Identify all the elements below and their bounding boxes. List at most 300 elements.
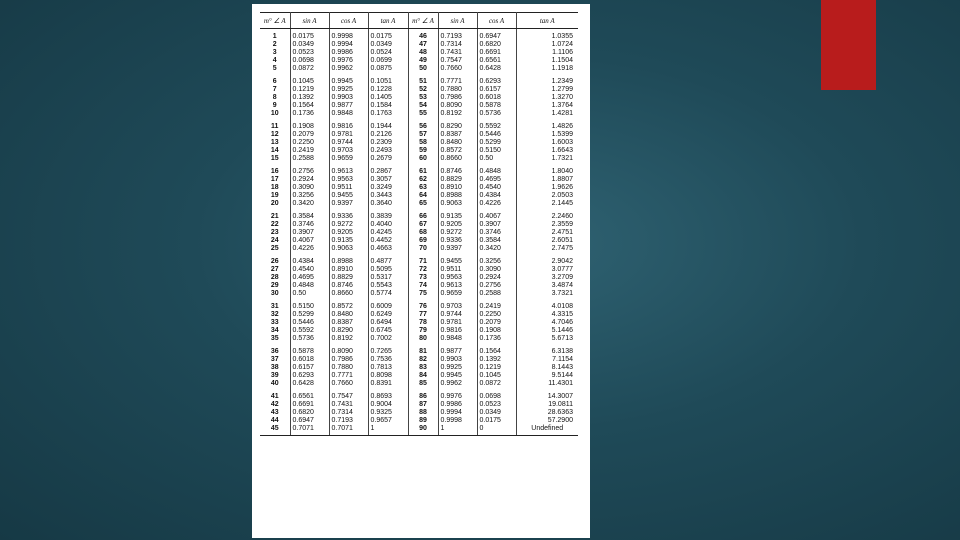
sin-cell: 0.9659 [438, 290, 477, 300]
cos-cell: 0.9205 [329, 229, 368, 237]
tan-cell: 1.7321 [551, 155, 573, 162]
table-row [260, 94, 578, 102]
table-row [260, 345, 578, 356]
angle-cell: 15 [260, 155, 290, 165]
cos-cell: 0.7771 [329, 372, 368, 380]
tan-cell: 4.7046 [551, 319, 573, 326]
tan-cell: 0.2679 [368, 155, 408, 165]
tan-cell: 0.7536 [368, 356, 408, 364]
table-block [260, 390, 578, 436]
angle-cell: 2 [260, 41, 290, 49]
cos-cell: 0.5592 [477, 120, 516, 131]
angle-cell: 86 [408, 390, 438, 401]
cos-cell: 0.6018 [477, 94, 516, 102]
table-row [260, 200, 578, 210]
angle-cell: 7 [260, 86, 290, 94]
table-row [260, 110, 578, 120]
cos-cell: 0.9272 [329, 221, 368, 229]
table-row [260, 86, 578, 94]
tan-cell: 1.3270 [551, 94, 573, 101]
angle-cell: 60 [408, 155, 438, 165]
sin-cell: 0.0523 [290, 49, 329, 57]
angle-cell: 71 [408, 255, 438, 266]
sin-cell: 0.9455 [438, 255, 477, 266]
angle-cell: 16 [260, 165, 290, 176]
sin-cell: 0.8910 [438, 184, 477, 192]
angle-cell: 45 [260, 425, 290, 436]
tan-cell: 5.1446 [551, 327, 573, 334]
sin-cell: 0.4695 [290, 274, 329, 282]
cos-cell: 0.7071 [329, 425, 368, 436]
sin-cell: 0.9205 [438, 221, 477, 229]
angle-cell: 51 [408, 75, 438, 86]
cos-cell: 0.9455 [329, 192, 368, 200]
tan-cell: 1.3764 [551, 102, 573, 109]
cos-cell: 0.8480 [329, 311, 368, 319]
tan-cell: 2.1445 [551, 200, 573, 207]
cos-cell: 0.2419 [477, 300, 516, 311]
tan-cell: 0.5774 [368, 290, 408, 300]
sin-cell: 0.4226 [290, 245, 329, 255]
table-row [260, 425, 578, 436]
table-row [260, 380, 578, 390]
cos-cell: 0.9336 [329, 210, 368, 221]
tan-cell: 0.3249 [368, 184, 408, 192]
sin-cell: 0.9976 [438, 390, 477, 401]
angle-cell: 8 [260, 94, 290, 102]
table-row [260, 255, 578, 266]
angle-cell: 84 [408, 372, 438, 380]
tan-cell: 1.8807 [551, 176, 573, 183]
sin-cell: 0.4067 [290, 237, 329, 245]
sin-cell: 0.9272 [438, 229, 477, 237]
sin-cell: 0.6947 [290, 417, 329, 425]
tan-cell: 1.9626 [551, 184, 573, 191]
tan-cell: 0.5095 [368, 266, 408, 274]
sin-cell: 0.6018 [290, 356, 329, 364]
angle-cell: 20 [260, 200, 290, 210]
tan-cell: 0.6249 [368, 311, 408, 319]
sin-cell: 0.8660 [438, 155, 477, 165]
tan-cell: 0.7265 [368, 345, 408, 356]
sin-cell: 0.8746 [438, 165, 477, 176]
tan-cell: 1.2799 [551, 86, 573, 93]
angle-cell: 63 [408, 184, 438, 192]
table-row [260, 147, 578, 155]
angle-cell: 56 [408, 120, 438, 131]
tan-cell: Undefined [516, 425, 578, 436]
tan-cell: 3.0777 [551, 266, 573, 273]
tan-cell: 9.5144 [551, 372, 573, 379]
header-sin: sin A [290, 13, 329, 29]
angle-cell: 74 [408, 282, 438, 290]
angle-cell: 64 [408, 192, 438, 200]
cos-cell: 0.9063 [329, 245, 368, 255]
cos-cell: 0.9816 [329, 120, 368, 131]
tan-cell: 0.3057 [368, 176, 408, 184]
sin-cell: 0.0872 [290, 65, 329, 75]
sin-cell: 0.8387 [438, 131, 477, 139]
angle-cell: 89 [408, 417, 438, 425]
angle-cell: 75 [408, 290, 438, 300]
sin-cell: 0.1564 [290, 102, 329, 110]
angle-cell: 69 [408, 237, 438, 245]
tan-cell: 3.7321 [551, 290, 573, 297]
tan-cell: 0.3839 [368, 210, 408, 221]
angle-cell: 83 [408, 364, 438, 372]
cos-cell: 0.1736 [477, 335, 516, 345]
angle-cell: 38 [260, 364, 290, 372]
tan-cell: 0.8098 [368, 372, 408, 380]
cos-cell: 0.0698 [477, 390, 516, 401]
angle-cell: 87 [408, 401, 438, 409]
tan-cell: 0.8391 [368, 380, 408, 390]
sin-cell: 0.1908 [290, 120, 329, 131]
tan-cell: 1.1504 [551, 57, 573, 64]
cos-cell: 0.9613 [329, 165, 368, 176]
cos-cell: 0.9998 [329, 29, 368, 42]
tan-cell: 1 [368, 425, 408, 436]
sin-cell: 0.9063 [438, 200, 477, 210]
angle-cell: 79 [408, 327, 438, 335]
cos-cell: 0.9659 [329, 155, 368, 165]
angle-cell: 85 [408, 380, 438, 390]
tan-cell: 0.1584 [368, 102, 408, 110]
cos-cell: 0.4067 [477, 210, 516, 221]
tan-cell: 0.1944 [368, 120, 408, 131]
tan-cell: 19.0811 [548, 401, 573, 408]
cos-cell: 0.3090 [477, 266, 516, 274]
tan-cell: 1.8040 [551, 168, 573, 175]
tan-cell: 0.0524 [368, 49, 408, 57]
tan-cell: 1.0724 [551, 41, 573, 48]
cos-cell: 0.0175 [477, 417, 516, 425]
cos-cell: 0.2588 [477, 290, 516, 300]
angle-cell: 12 [260, 131, 290, 139]
cos-cell: 0.9848 [329, 110, 368, 120]
tan-cell: 0.2126 [368, 131, 408, 139]
sin-cell: 0.4540 [290, 266, 329, 274]
cos-cell: 0.5736 [477, 110, 516, 120]
cos-cell: 0.7660 [329, 380, 368, 390]
tan-cell: 0.4877 [368, 255, 408, 266]
cos-cell: 0.0872 [477, 380, 516, 390]
sin-cell: 0.9925 [438, 364, 477, 372]
angle-cell: 29 [260, 282, 290, 290]
sin-cell: 0.9994 [438, 409, 477, 417]
angle-cell: 4 [260, 57, 290, 65]
tan-cell: 0.2867 [368, 165, 408, 176]
cos-cell: 0.5878 [477, 102, 516, 110]
angle-cell: 21 [260, 210, 290, 221]
angle-cell: 65 [408, 200, 438, 210]
angle-cell: 76 [408, 300, 438, 311]
sin-cell: 0.8988 [438, 192, 477, 200]
angle-cell: 34 [260, 327, 290, 335]
sin-cell: 0.9613 [438, 282, 477, 290]
table-block [260, 29, 578, 76]
angle-cell: 14 [260, 147, 290, 155]
tan-cell: 0.1405 [368, 94, 408, 102]
angle-cell: 68 [408, 229, 438, 237]
sin-cell: 0.9703 [438, 300, 477, 311]
cos-cell: 0.9703 [329, 147, 368, 155]
cos-cell: 0.9397 [329, 200, 368, 210]
cos-cell: 0.8910 [329, 266, 368, 274]
angle-cell: 23 [260, 229, 290, 237]
sin-cell: 0.8290 [438, 120, 477, 131]
cos-cell: 0.6561 [477, 57, 516, 65]
cos-cell: 0.8572 [329, 300, 368, 311]
table-row [260, 57, 578, 65]
cos-cell: 0.2756 [477, 282, 516, 290]
sin-cell: 0.3907 [290, 229, 329, 237]
angle-cell: 10 [260, 110, 290, 120]
tan-cell: 0.9325 [368, 409, 408, 417]
table-block [260, 120, 578, 165]
angle-cell: 59 [408, 147, 438, 155]
sin-cell: 0.5299 [290, 311, 329, 319]
angle-cell: 28 [260, 274, 290, 282]
tan-cell: 0.4663 [368, 245, 408, 255]
tan-cell: 8.1443 [551, 364, 573, 371]
angle-cell: 47 [408, 41, 438, 49]
cos-cell: 0.2079 [477, 319, 516, 327]
cos-cell: 0.9563 [329, 176, 368, 184]
sin-cell: 0.5736 [290, 335, 329, 345]
sin-cell: 0.1736 [290, 110, 329, 120]
angle-cell: 18 [260, 184, 290, 192]
sin-cell: 0.9903 [438, 356, 477, 364]
tan-cell: 0.5543 [368, 282, 408, 290]
sin-cell: 0.0349 [290, 41, 329, 49]
tan-cell: 0.1051 [368, 75, 408, 86]
cos-cell: 0.8988 [329, 255, 368, 266]
tan-cell: 4.0108 [551, 303, 573, 310]
cos-cell: 0.9976 [329, 57, 368, 65]
angle-cell: 58 [408, 139, 438, 147]
cos-cell: 0.9781 [329, 131, 368, 139]
tan-cell: 3.2709 [551, 274, 573, 281]
tan-cell: 1.1918 [551, 65, 573, 72]
angle-cell: 17 [260, 176, 290, 184]
cos-cell: 0.6691 [477, 49, 516, 57]
table-row [260, 245, 578, 255]
angle-cell: 9 [260, 102, 290, 110]
table-row [260, 221, 578, 229]
table-row [260, 274, 578, 282]
cos-cell: 0.4695 [477, 176, 516, 184]
cos-cell: 0.3907 [477, 221, 516, 229]
tan-cell: 1.4281 [551, 110, 573, 117]
cos-cell: 0.9925 [329, 86, 368, 94]
angle-cell: 81 [408, 345, 438, 356]
sin-cell: 0.9998 [438, 417, 477, 425]
cos-cell: 0.3584 [477, 237, 516, 245]
cos-cell: 0.9903 [329, 94, 368, 102]
angle-cell: 77 [408, 311, 438, 319]
table-block [260, 300, 578, 345]
header-tan: tan A [516, 13, 578, 29]
sin-cell: 0.9135 [438, 210, 477, 221]
tan-cell: 0.0349 [368, 41, 408, 49]
sin-cell: 0.9816 [438, 327, 477, 335]
angle-cell: 5 [260, 65, 290, 75]
cos-cell: 0.3746 [477, 229, 516, 237]
sin-cell: 0.3420 [290, 200, 329, 210]
cos-cell: 0.9986 [329, 49, 368, 57]
sin-cell: 0.7547 [438, 57, 477, 65]
cos-cell: 0.7314 [329, 409, 368, 417]
sin-cell: 0.5150 [290, 300, 329, 311]
angle-cell: 3 [260, 49, 290, 57]
cos-cell: 0.7880 [329, 364, 368, 372]
sin-cell: 0.9945 [438, 372, 477, 380]
angle-cell: 57 [408, 131, 438, 139]
tan-cell: 0.0699 [368, 57, 408, 65]
table-row [260, 210, 578, 221]
tan-cell: 0.2493 [368, 147, 408, 155]
tan-cell: 1.4826 [551, 123, 573, 130]
tan-cell: 0.5317 [368, 274, 408, 282]
cos-cell: 0.6428 [477, 65, 516, 75]
cos-cell: 0.9135 [329, 237, 368, 245]
table-block [260, 255, 578, 300]
table-row [260, 266, 578, 274]
sin-cell: 0.6157 [290, 364, 329, 372]
tan-cell: 2.2460 [551, 213, 573, 220]
cos-cell: 0.4848 [477, 165, 516, 176]
angle-cell: 1 [260, 29, 290, 42]
angle-cell: 62 [408, 176, 438, 184]
cos-cell: 0.0523 [477, 401, 516, 409]
tan-cell: 28.6363 [547, 409, 573, 416]
table-row [260, 184, 578, 192]
tan-cell: 0.8693 [368, 390, 408, 401]
angle-cell: 30 [260, 290, 290, 300]
tan-cell: 1.1106 [552, 49, 573, 56]
sin-cell: 0.0698 [290, 57, 329, 65]
table-row [260, 49, 578, 57]
table-row [260, 165, 578, 176]
table-row [260, 282, 578, 290]
angle-cell: 66 [408, 210, 438, 221]
table-block [260, 165, 578, 210]
sin-cell: 0.2924 [290, 176, 329, 184]
sin-cell: 0.8480 [438, 139, 477, 147]
table-row [260, 176, 578, 184]
cos-cell: 0.6293 [477, 75, 516, 86]
sin-cell: 0.1045 [290, 75, 329, 86]
sin-cell: 0.7986 [438, 94, 477, 102]
cos-cell: 0.8090 [329, 345, 368, 356]
cos-cell: 0 [477, 425, 516, 436]
angle-cell: 32 [260, 311, 290, 319]
table-row [260, 356, 578, 364]
table-block [260, 210, 578, 255]
sin-cell: 0.1219 [290, 86, 329, 94]
angle-cell: 33 [260, 319, 290, 327]
header-angle: m° ∠ A [408, 13, 438, 29]
sin-cell: 0.7314 [438, 41, 477, 49]
cos-cell: 0.6820 [477, 41, 516, 49]
sin-cell: 0.5878 [290, 345, 329, 356]
tan-cell: 7.1154 [552, 356, 573, 363]
tan-cell: 0.3640 [368, 200, 408, 210]
table-row [260, 372, 578, 380]
angle-cell: 67 [408, 221, 438, 229]
angle-cell: 55 [408, 110, 438, 120]
sin-cell: 0.0175 [290, 29, 329, 42]
angle-cell: 31 [260, 300, 290, 311]
sin-cell: 0.9744 [438, 311, 477, 319]
table-row [260, 364, 578, 372]
sin-cell: 0.9336 [438, 237, 477, 245]
cos-cell: 0.8746 [329, 282, 368, 290]
table-row [260, 131, 578, 139]
sin-cell: 0.7431 [438, 49, 477, 57]
angle-cell: 37 [260, 356, 290, 364]
tan-cell: 0.7813 [368, 364, 408, 372]
cos-cell: 0.8290 [329, 327, 368, 335]
table-row [260, 311, 578, 319]
tan-cell: 0.1228 [368, 86, 408, 94]
table-row [260, 155, 578, 165]
tan-cell: 1.0355 [551, 33, 573, 40]
angle-cell: 6 [260, 75, 290, 86]
tan-cell: 0.0875 [368, 65, 408, 75]
angle-cell: 43 [260, 409, 290, 417]
header-cos: cos A [329, 13, 368, 29]
sin-cell: 0.8829 [438, 176, 477, 184]
tan-cell: 0.1763 [368, 110, 408, 120]
angle-cell: 44 [260, 417, 290, 425]
cos-cell: 0.2250 [477, 311, 516, 319]
sin-cell: 0.5592 [290, 327, 329, 335]
table-row [260, 327, 578, 335]
table-row [260, 229, 578, 237]
tan-cell: 4.3315 [551, 311, 573, 318]
sin-cell: 0.9397 [438, 245, 477, 255]
angle-cell: 36 [260, 345, 290, 356]
cos-cell: 0.4226 [477, 200, 516, 210]
angle-cell: 90 [408, 425, 438, 436]
angle-cell: 25 [260, 245, 290, 255]
sin-cell: 0.3256 [290, 192, 329, 200]
table-row [260, 409, 578, 417]
cos-cell: 0.1908 [477, 327, 516, 335]
header-sin: sin A [438, 13, 477, 29]
cos-cell: 0.1564 [477, 345, 516, 356]
tan-cell: 0.6745 [368, 327, 408, 335]
sin-cell: 0.8192 [438, 110, 477, 120]
angle-cell: 39 [260, 372, 290, 380]
angle-cell: 53 [408, 94, 438, 102]
sin-cell: 0.4848 [290, 282, 329, 290]
tan-cell: 6.3138 [551, 348, 573, 355]
sin-cell: 0.8090 [438, 102, 477, 110]
cos-cell: 0.1219 [477, 364, 516, 372]
sin-cell: 0.9877 [438, 345, 477, 356]
angle-cell: 41 [260, 390, 290, 401]
sin-cell: 0.7071 [290, 425, 329, 436]
sin-cell: 0.6561 [290, 390, 329, 401]
tan-cell: 0.0175 [368, 29, 408, 42]
sin-cell: 0.9962 [438, 380, 477, 390]
sin-cell: 0.2756 [290, 165, 329, 176]
tan-cell: 1.5399 [551, 131, 573, 138]
angle-cell: 11 [260, 120, 290, 131]
